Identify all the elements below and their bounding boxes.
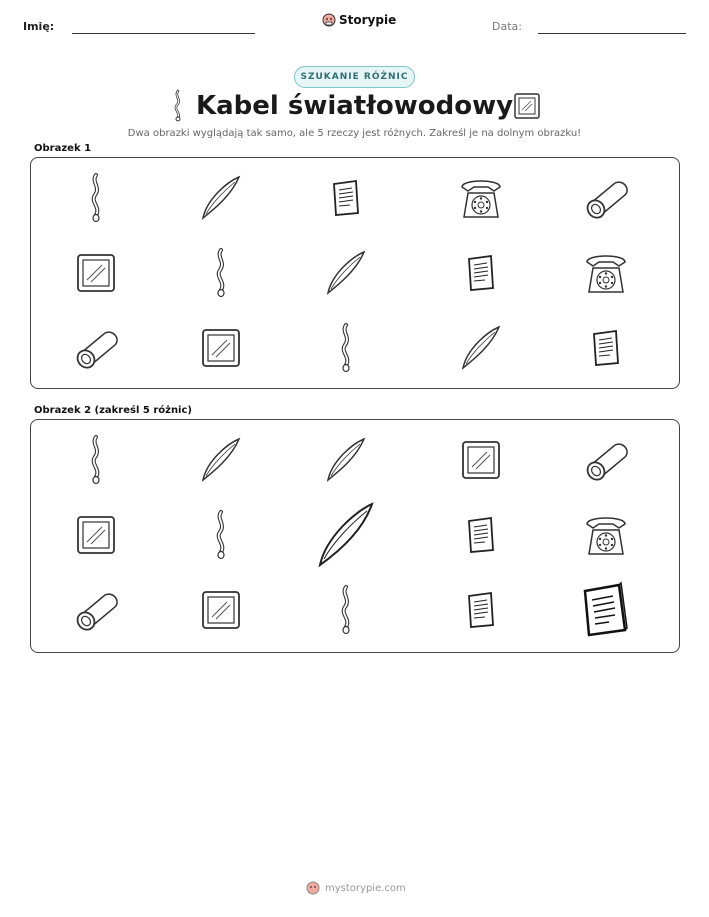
picture-2-booklet-large-icon[interactable] <box>581 582 631 642</box>
mascot-icon <box>322 13 336 27</box>
name-label: Imię: <box>23 20 55 33</box>
footer <box>306 881 406 895</box>
picture-1-label: Obrazek 1 <box>34 143 92 154</box>
picture-2-leaf-cable-icon[interactable] <box>199 436 243 488</box>
picture-2-label: Obrazek 2 (zakreśl 5 różnic) <box>34 405 192 416</box>
picture-2-frame-icon[interactable] <box>201 590 241 634</box>
picture-1-wavy-cable-icon <box>211 248 231 302</box>
picture-1-booklet-icon <box>331 179 361 221</box>
frame-icon <box>514 93 540 119</box>
picture-2-booklet-icon[interactable] <box>466 591 496 633</box>
picture-2-telephone-icon[interactable] <box>583 512 629 562</box>
picture-2-tube-icon[interactable] <box>71 589 121 635</box>
picture-1-frame-icon <box>201 328 241 372</box>
date-line[interactable] <box>538 33 686 34</box>
picture-2-leaf-cable-large-icon[interactable] <box>316 501 376 573</box>
picture-2-wavy-cable-icon[interactable] <box>211 510 231 564</box>
instructions: Dwa obrazki wyglądają tak samo, ale 5 rzeczy jest różnych. Zakreśl je na dolnym obrazku! <box>127 128 582 139</box>
picture-1-booklet-icon <box>591 329 621 371</box>
brand-logo <box>322 13 396 27</box>
picture-1-frame-icon <box>76 253 116 297</box>
picture-2-wavy-cable-icon[interactable] <box>86 435 106 489</box>
picture-1-leaf-cable-icon <box>199 174 243 226</box>
picture-1-booklet-icon <box>466 254 496 296</box>
picture-1-telephone-icon <box>458 175 504 225</box>
picture-2-panel[interactable] <box>30 419 680 653</box>
picture-2-leaf-cable-icon[interactable] <box>324 436 368 488</box>
picture-2-booklet-icon[interactable] <box>466 516 496 558</box>
picture-2-tube-icon[interactable] <box>581 439 631 485</box>
page-title: Kabel światłowodowy <box>195 91 514 121</box>
picture-2-wavy-cable-icon[interactable] <box>336 585 356 639</box>
mascot-icon <box>306 881 320 895</box>
picture-2-frame-icon[interactable] <box>461 440 501 484</box>
picture-1-wavy-cable-icon <box>336 323 356 377</box>
picture-1-tube-icon <box>581 177 631 223</box>
picture-1-panel <box>30 157 680 389</box>
footer-url: mystorypie.com <box>325 882 406 894</box>
picture-1-telephone-icon <box>583 250 629 300</box>
picture-1-leaf-cable-icon <box>324 249 368 301</box>
picture-1-tube-icon <box>71 327 121 373</box>
picture-1-leaf-cable-icon <box>459 324 503 376</box>
date-label: Data: <box>492 20 522 33</box>
activity-badge: SZUKANIE RÓŻNIC <box>294 66 415 88</box>
picture-1-wavy-cable-icon <box>86 173 106 227</box>
picture-2-frame-icon[interactable] <box>76 515 116 559</box>
brand-name: Storypie <box>339 13 397 27</box>
name-line[interactable] <box>72 33 255 34</box>
